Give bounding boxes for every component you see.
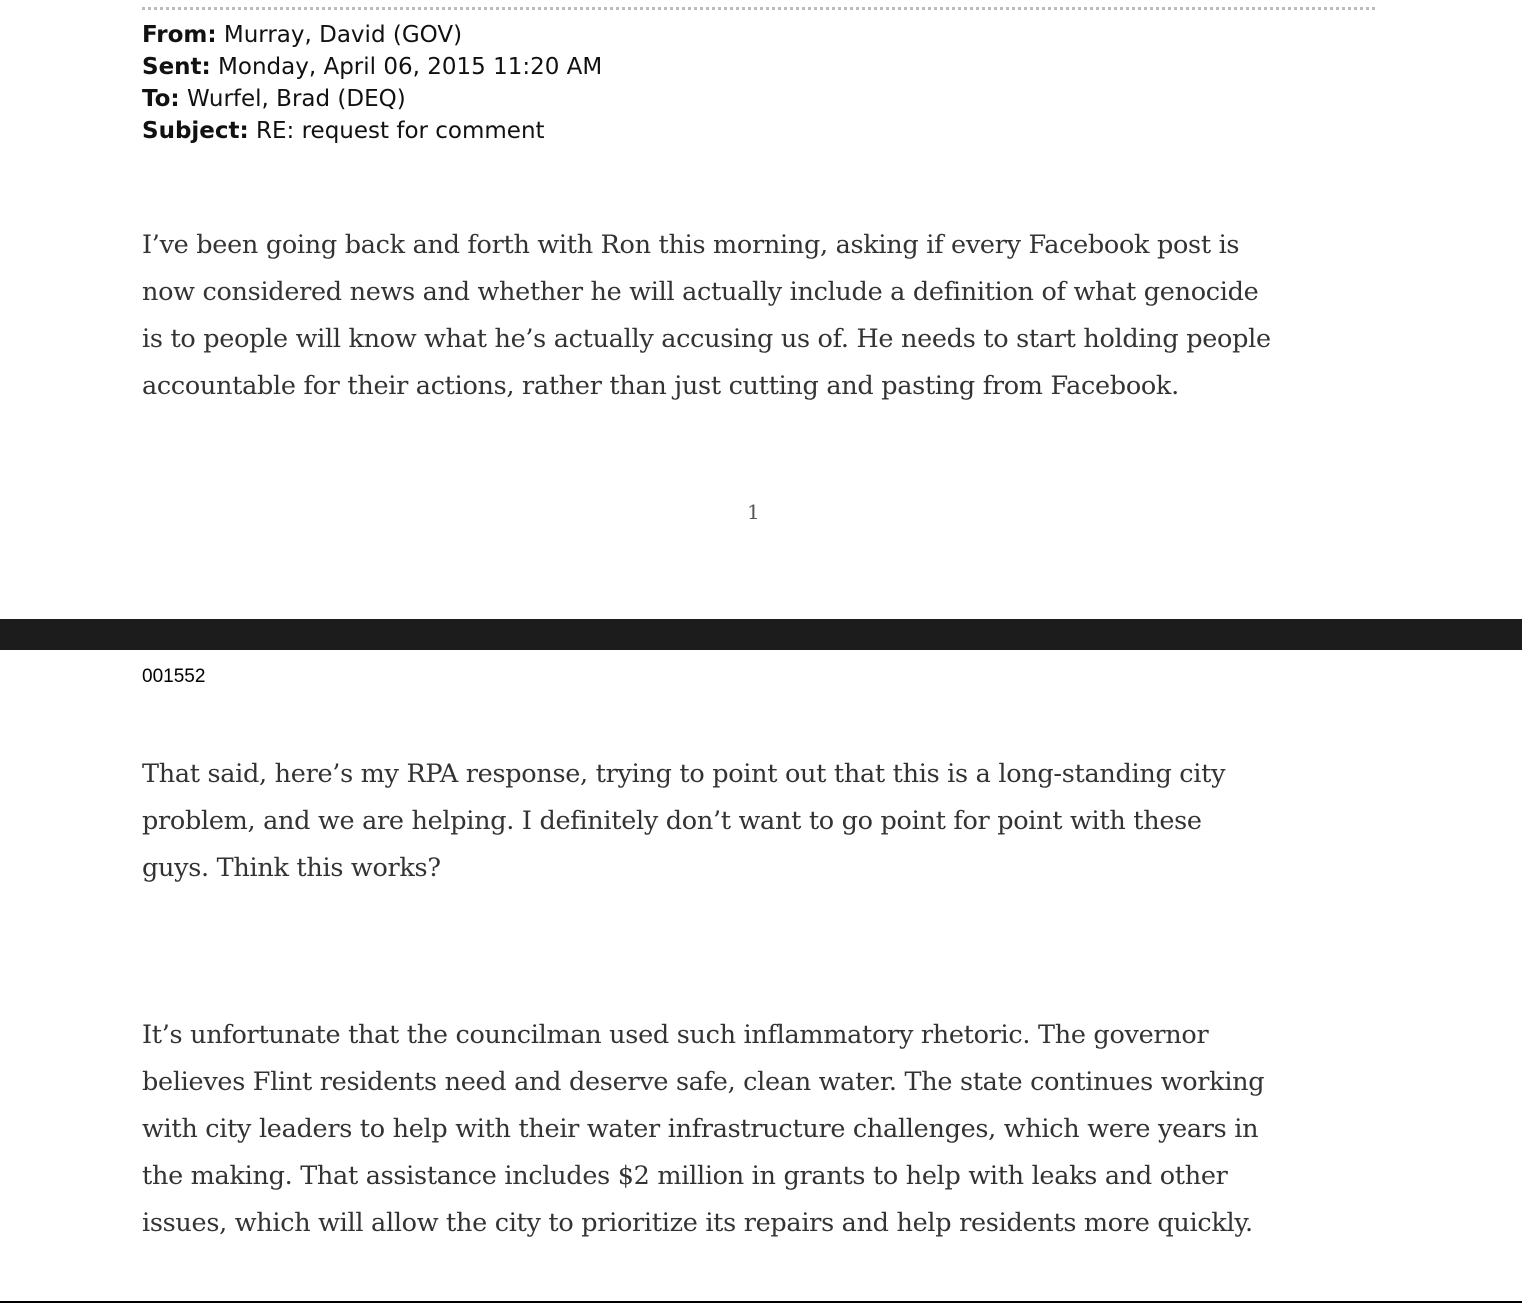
body-paragraph-1 <box>142 222 1382 410</box>
page-number: 1 <box>747 500 760 524</box>
top-divider <box>142 7 1375 10</box>
bates-number: 001552 <box>142 666 206 687</box>
paragraph-line: now considered news and whether he will actually include a definition of what genocide <box>142 277 1259 307</box>
paragraph-line: issues, which will allow the city to prioritize its repairs and help residents more quickly. <box>142 1208 1253 1238</box>
to-label: To: <box>142 86 180 112</box>
paragraph-line: accountable for their actions, rather than just cutting and pasting from Facebook. <box>142 371 1179 401</box>
from-label: From: <box>142 22 217 48</box>
subject-label: Subject: <box>142 118 249 144</box>
paragraph-line: is to people will know what he’s actually accusing us of. He needs to start holding people <box>142 324 1271 354</box>
bottom-divider <box>0 1301 1522 1303</box>
sent-line <box>142 51 602 83</box>
to-value: Wurfel, Brad (DEQ) <box>186 86 406 112</box>
page-break-bar <box>0 619 1522 650</box>
to-line <box>142 83 602 115</box>
from-line <box>142 19 602 51</box>
paragraph-line: believes Flint residents need and deserve safe, clean water. The state continues working <box>142 1067 1265 1097</box>
paragraph-line: the making. That assistance includes $2 million in grants to help with leaks and other <box>142 1161 1228 1191</box>
paragraph-line: It’s unfortunate that the councilman used such inflammatory rhetoric. The governor <box>142 1020 1209 1050</box>
email-header <box>142 19 602 147</box>
from-value: Murray, David (GOV) <box>223 22 463 48</box>
paragraph-line: with city leaders to help with their water infrastructure challenges, which were years in <box>142 1114 1259 1144</box>
body-paragraph-3 <box>142 1012 1382 1247</box>
subject-value: RE: request for comment <box>256 118 545 144</box>
paragraph-line: That said, here’s my RPA response, trying to point out that this is a long-standing city <box>142 759 1226 789</box>
sent-value: Monday, April 06, 2015 11:20 AM <box>218 54 603 80</box>
paragraph-line: problem, and we are helping. I definitely don’t want to go point for point with these <box>142 806 1202 836</box>
sent-label: Sent: <box>142 54 211 80</box>
paragraph-line: I’ve been going back and forth with Ron this morning, asking if every Facebook post is <box>142 230 1240 260</box>
paragraph-line: guys. Think this works? <box>142 853 441 883</box>
subject-line <box>142 115 602 147</box>
body-paragraph-2 <box>142 751 1382 892</box>
